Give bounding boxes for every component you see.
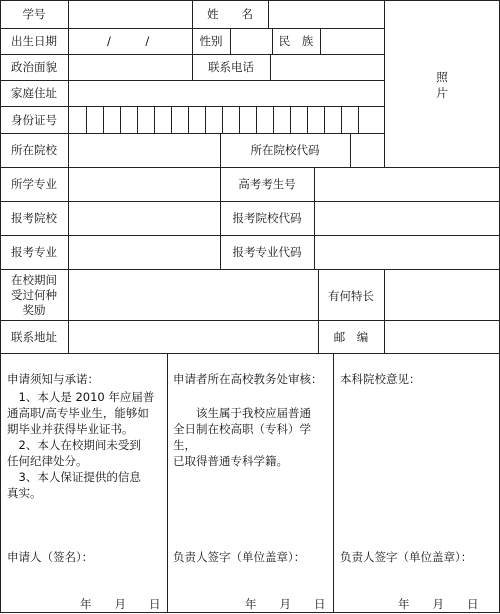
label-exam-number: 高考考生号 <box>238 177 296 191</box>
school-signature-label: 负责人签字（单位盖章）： <box>173 550 306 564</box>
table-rule <box>0 0 500 1</box>
label-major: 所学专业 <box>11 177 57 191</box>
table-rule <box>0 106 384 107</box>
label-specialty: 有何特长 <box>328 289 374 303</box>
id-digit-divider <box>86 106 87 133</box>
photo-label: 照 <box>436 70 448 84</box>
table-rule <box>167 353 168 613</box>
id-digit-divider <box>222 106 223 133</box>
table-rule <box>270 54 271 80</box>
id-digit-divider <box>273 106 274 133</box>
university-signature-label: 负责人签字（单位盖章）： <box>340 550 473 564</box>
label-political-status: 政治面貌 <box>11 60 57 74</box>
label-contact-address: 联系地址 <box>11 330 57 344</box>
id-digit-divider <box>103 106 104 133</box>
label-awards: 受过何种 <box>11 288 57 302</box>
label-ethnicity: 民 族 <box>278 34 314 48</box>
notice-body: 1、本人是 2010 年应届普 通高职/高专毕业生，能够如 期毕业并获得毕业证书。 2、本人在校期间未受到 任何纪律处分。 3、本人保证提供的信息 真实。 <box>7 390 155 500</box>
table-rule <box>333 353 334 613</box>
applicant-date: 年 月 日 <box>80 597 161 611</box>
table-rule <box>0 80 384 81</box>
table-rule <box>0 201 500 202</box>
label-postcode: 邮 编 <box>333 330 369 344</box>
table-rule <box>0 167 500 168</box>
school-date: 年 月 日 <box>245 597 326 611</box>
university-date: 年 月 日 <box>398 597 479 611</box>
id-digit-divider <box>358 106 359 133</box>
table-rule <box>314 167 315 269</box>
university-opinion-title: 本科院校意见： <box>340 372 421 386</box>
table-rule <box>320 28 321 54</box>
id-digit-divider <box>307 106 308 133</box>
review-body: 该生属于我校应届普通 全日制在校高职（专科）学生， 已取得普通专科学籍。 <box>173 406 311 468</box>
table-rule <box>268 0 269 28</box>
review-title: 申请者所在高校教务处审核： <box>173 372 323 386</box>
label-phone: 联系电话 <box>208 60 254 74</box>
table-rule <box>0 353 500 354</box>
label-name: 姓 名 <box>207 7 253 21</box>
table-rule <box>384 269 385 353</box>
table-rule <box>0 612 500 613</box>
id-digit-divider <box>154 106 155 133</box>
label-awards: 奖励 <box>22 303 46 317</box>
label-student-id: 学号 <box>22 7 46 21</box>
label-gender: 性别 <box>199 34 223 48</box>
id-digit-divider <box>256 106 257 133</box>
label-apply-major-code: 报考专业代码 <box>232 245 302 259</box>
table-rule <box>0 133 384 134</box>
id-digit-divider <box>171 106 172 133</box>
id-digit-divider <box>120 106 121 133</box>
photo-label: 片 <box>436 86 448 100</box>
id-digit-divider <box>341 106 342 133</box>
id-digit-divider <box>205 106 206 133</box>
label-awards: 在校期间 <box>11 273 57 287</box>
table-rule <box>68 0 69 353</box>
id-digit-divider <box>324 106 325 133</box>
label-apply-school-code: 报考院校代码 <box>232 211 302 225</box>
label-school-code: 所在院校代码 <box>250 143 320 157</box>
label-id-number: 身份证号 <box>11 113 57 127</box>
id-digit-divider <box>290 106 291 133</box>
id-digit-divider <box>137 106 138 133</box>
label-apply-major: 报考专业 <box>11 245 57 259</box>
table-rule <box>0 320 500 321</box>
id-digit-divider <box>188 106 189 133</box>
birth-date-separators: / / <box>107 34 150 48</box>
table-rule <box>350 133 351 167</box>
label-home-address: 家庭住址 <box>11 86 57 100</box>
notice-title: 申请须知与承诺： <box>7 372 99 386</box>
label-school: 所在院校 <box>11 143 57 157</box>
table-rule <box>230 28 231 54</box>
table-rule <box>0 235 500 236</box>
id-digit-divider <box>239 106 240 133</box>
table-rule <box>0 269 500 270</box>
applicant-signature-label: 申请人（签名）： <box>7 550 94 564</box>
label-apply-school: 报考院校 <box>11 211 57 225</box>
label-birth-date: 出生日期 <box>11 34 57 48</box>
